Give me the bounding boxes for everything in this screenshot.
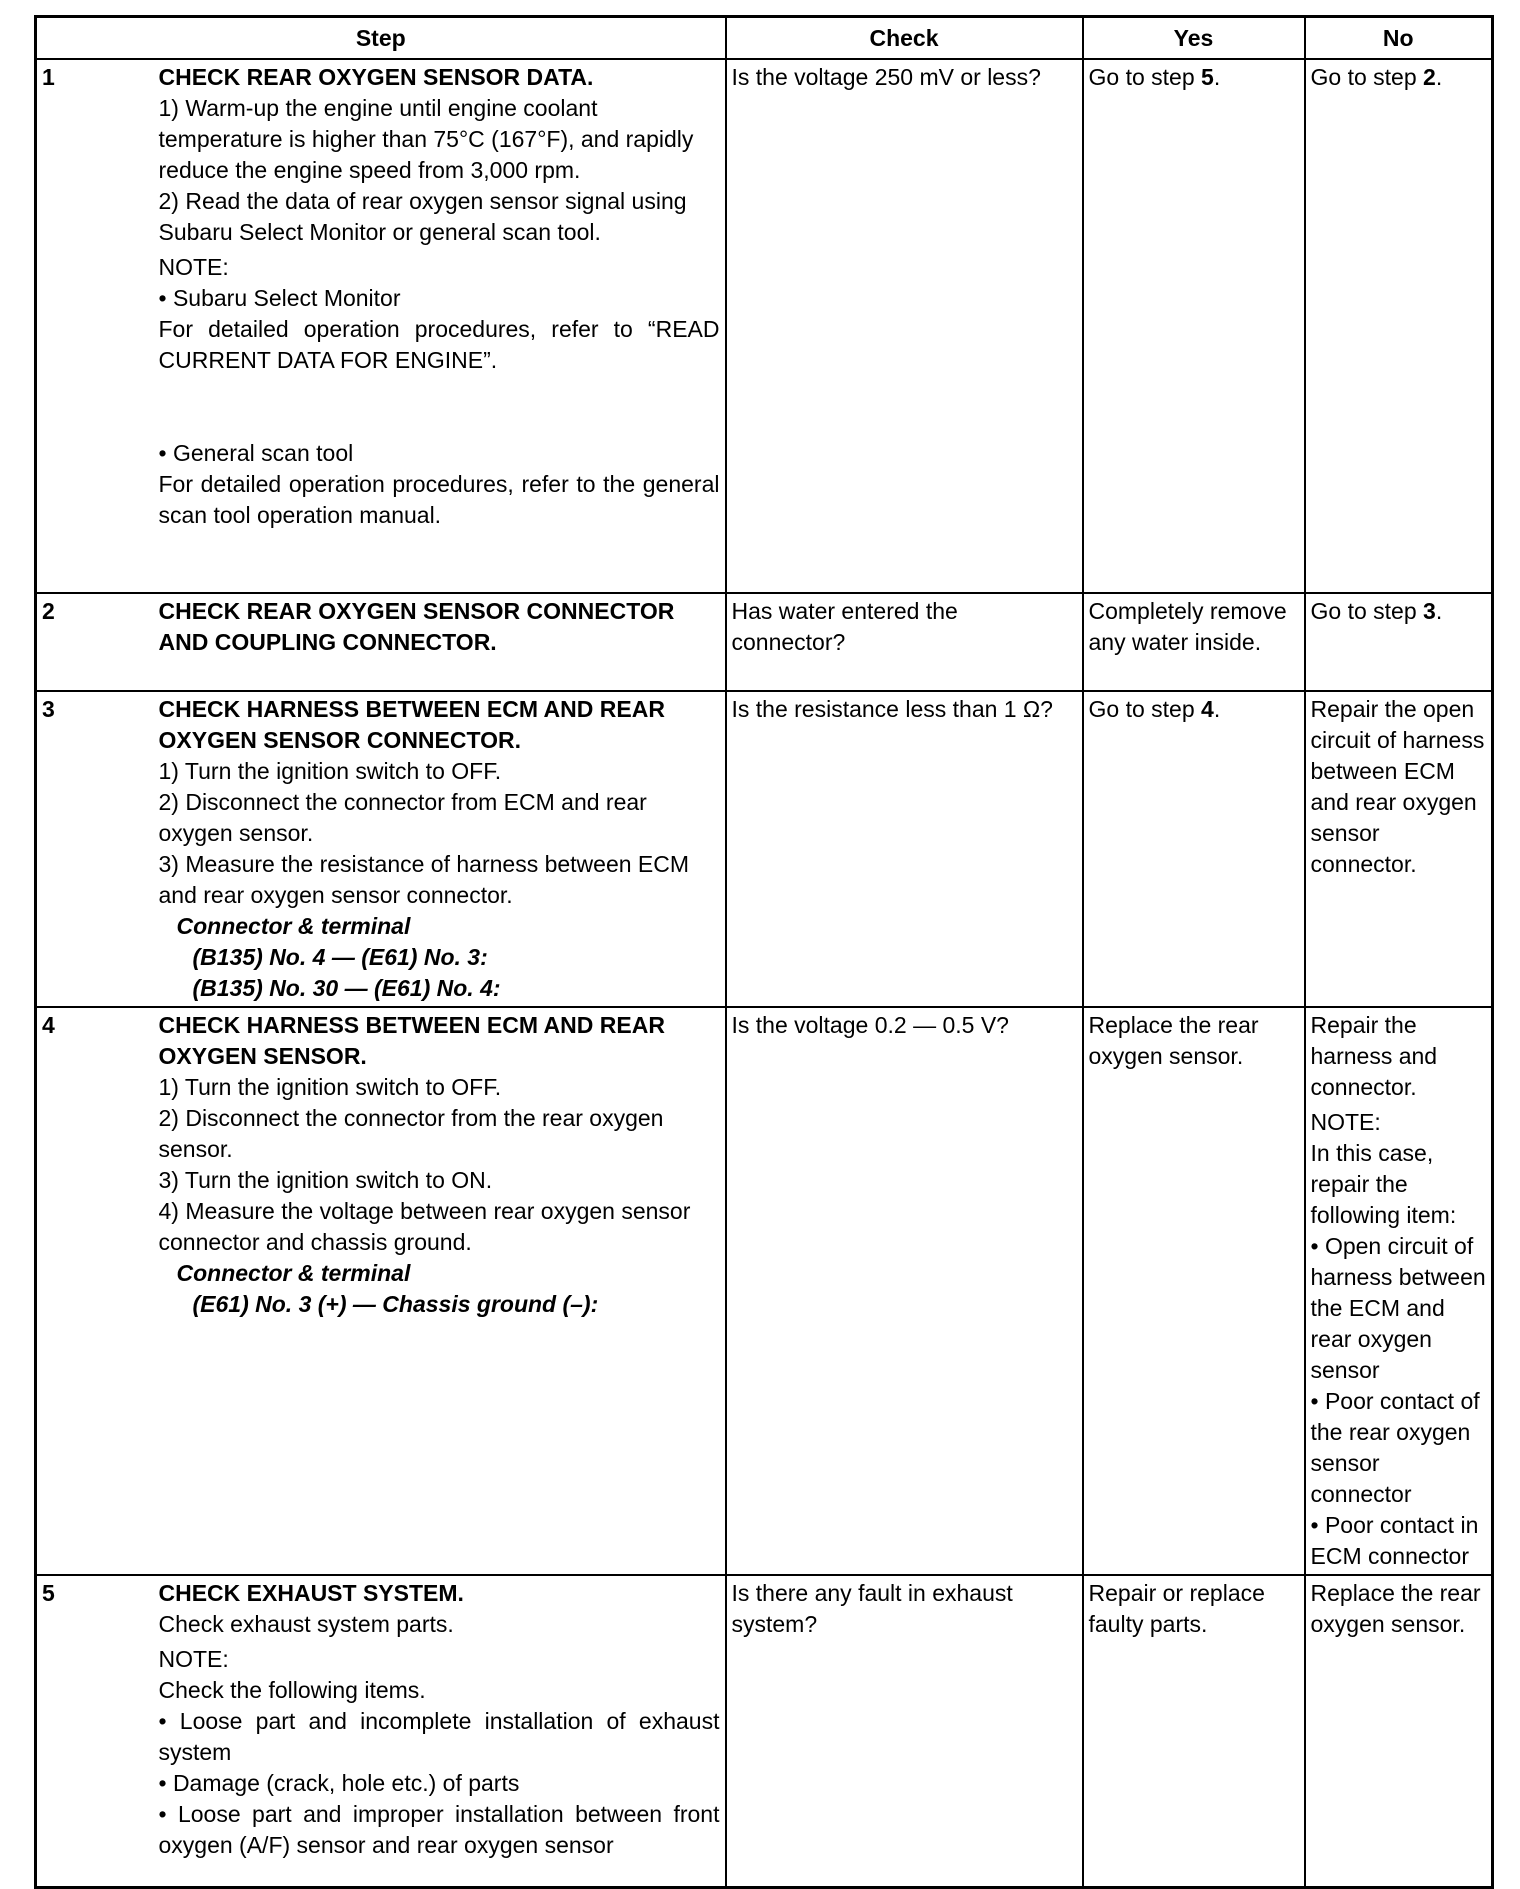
note-item: For detailed operation procedures, refer to the general scan tool operation manual. xyxy=(158,471,720,528)
note-item: • Poor contact in ECM connector xyxy=(1310,1512,1479,1569)
note-label: NOTE: xyxy=(1310,1109,1381,1135)
yes-text: Go to step xyxy=(1088,696,1202,722)
step-title: CHECK HARNESS BETWEEN ECM AND REAR OXYGEN SENSOR CONNECTOR. xyxy=(158,696,665,753)
header-yes: Yes xyxy=(1083,17,1305,60)
step-instruction: 1) Turn the ignition switch to OFF. xyxy=(158,1074,502,1100)
step-description xyxy=(154,1575,726,1888)
note-item: • General scan tool xyxy=(158,440,354,466)
step-instruction: 3) Measure the resistance of harness between ECM and rear oxygen sensor connector. xyxy=(158,851,690,908)
table-row xyxy=(36,1575,1493,1888)
check-cell: Is the resistance less than 1 Ω? xyxy=(726,691,1083,1007)
header-step: Step xyxy=(36,17,726,60)
connector-terminal-item: (B135) No. 4 — (E61) No. 3: xyxy=(192,944,488,970)
connector-terminal-label: Connector & terminal xyxy=(176,913,411,939)
yes-cell: Completely remove any water inside. xyxy=(1083,593,1305,691)
step-title: CHECK REAR OXYGEN SENSOR DATA. xyxy=(158,64,594,90)
step-description xyxy=(154,59,726,593)
connector-terminal-item: (E61) No. 3 (+) — Chassis ground (–): xyxy=(192,1291,599,1317)
table-row xyxy=(36,593,1493,691)
step-reference: 5 xyxy=(1201,64,1214,90)
step-reference: 4 xyxy=(1201,696,1214,722)
yes-cell: Replace the rear oxygen sensor. xyxy=(1083,1007,1305,1575)
step-title: CHECK REAR OXYGEN SENSOR CONNECTOR AND COUPLING CONNECTOR. xyxy=(158,598,675,655)
note-item: • Loose part and improper installation between front oxygen (A/F) sensor and rear oxygen sensor xyxy=(158,1801,720,1858)
step-title: CHECK HARNESS BETWEEN ECM AND REAR OXYGEN SENSOR. xyxy=(158,1012,665,1069)
check-cell: Is the voltage 250 mV or less? xyxy=(726,59,1083,593)
yes-text: Go to step xyxy=(1088,64,1202,90)
table-row xyxy=(36,1007,1493,1575)
no-cell: Replace the rear oxygen sensor. xyxy=(1305,1575,1493,1888)
no-cell: Go to step 3. xyxy=(1305,593,1493,691)
yes-cell: Go to step 5. xyxy=(1083,59,1305,593)
connector-terminal-label: Connector & terminal xyxy=(176,1260,411,1286)
step-reference: 3 xyxy=(1423,598,1436,624)
header-no: No xyxy=(1305,17,1493,60)
note-item: • Poor contact of the rear oxygen sensor connector xyxy=(1310,1388,1480,1507)
step-instruction: 1) Warm-up the engine until engine coolant temperature is higher than 75°C (167°F), and rapidly reduce the engine speed from 3,000 rpm. xyxy=(158,95,694,183)
step-reference: 2 xyxy=(1423,64,1436,90)
note-item: • Damage (crack, hole etc.) of parts xyxy=(158,1770,520,1796)
connector-terminal-item: (B135) No. 30 — (E61) No. 4: xyxy=(192,975,501,1001)
step-instruction: 2) Disconnect the connector from the rear oxygen sensor. xyxy=(158,1105,664,1162)
step-instruction: 3) Turn the ignition switch to ON. xyxy=(158,1167,493,1193)
step-title: CHECK EXHAUST SYSTEM. xyxy=(158,1580,464,1606)
step-number: 2 xyxy=(36,593,154,691)
note-item: • Loose part and incomplete installation of exhaust system xyxy=(158,1708,720,1765)
step-instruction: 4) Measure the voltage between rear oxygen sensor connector and chassis ground. xyxy=(158,1198,691,1255)
step-description xyxy=(154,1007,726,1575)
note-item: In this case, repair the following item: xyxy=(1310,1140,1457,1228)
check-cell: Has water entered the connector? xyxy=(726,593,1083,691)
step-instruction: 2) Disconnect the connector from ECM and rear oxygen sensor. xyxy=(158,789,647,846)
step-instruction: 1) Turn the ignition switch to OFF. xyxy=(158,758,502,784)
note-item: • Open circuit of harness between the ECM and rear oxygen sensor xyxy=(1310,1233,1486,1383)
diagnostic-procedure-table xyxy=(34,15,1494,1889)
spacer xyxy=(159,376,720,438)
no-cell: Go to step 2. xyxy=(1305,59,1493,593)
no-text: Go to step xyxy=(1310,598,1424,624)
step-number: 4 xyxy=(36,1007,154,1575)
table-header-row xyxy=(36,17,1493,60)
note-item: For detailed operation procedures, refer to “READ CURRENT DATA FOR ENGINE”. xyxy=(158,316,720,373)
step-instruction: Check exhaust system parts. xyxy=(158,1611,454,1637)
step-instruction: 2) Read the data of rear oxygen sensor signal using Subaru Select Monitor or general scan tool. xyxy=(158,188,687,245)
step-description xyxy=(154,691,726,1007)
step-number: 3 xyxy=(36,691,154,1007)
step-description xyxy=(154,593,726,691)
check-cell: Is there any fault in exhaust system? xyxy=(726,1575,1083,1888)
note-label: NOTE: xyxy=(158,1646,229,1672)
note-item: • Subaru Select Monitor xyxy=(158,285,401,311)
table-row xyxy=(36,691,1493,1007)
step-number: 5 xyxy=(36,1575,154,1888)
no-cell: Repair the open circuit of harness between ECM and rear oxygen sensor connector. xyxy=(1305,691,1493,1007)
note-item: Check the following items. xyxy=(158,1677,426,1703)
no-text: Repair the harness and connector. xyxy=(1310,1012,1438,1100)
no-text: Go to step xyxy=(1310,64,1424,90)
yes-cell: Go to step 4. xyxy=(1083,691,1305,1007)
no-cell xyxy=(1305,1007,1493,1575)
yes-cell: Repair or replace faulty parts. xyxy=(1083,1575,1305,1888)
header-check: Check xyxy=(726,17,1083,60)
table-row xyxy=(36,59,1493,593)
note-label: NOTE: xyxy=(158,254,229,280)
check-cell: Is the voltage 0.2 — 0.5 V? xyxy=(726,1007,1083,1575)
step-number: 1 xyxy=(36,59,154,593)
